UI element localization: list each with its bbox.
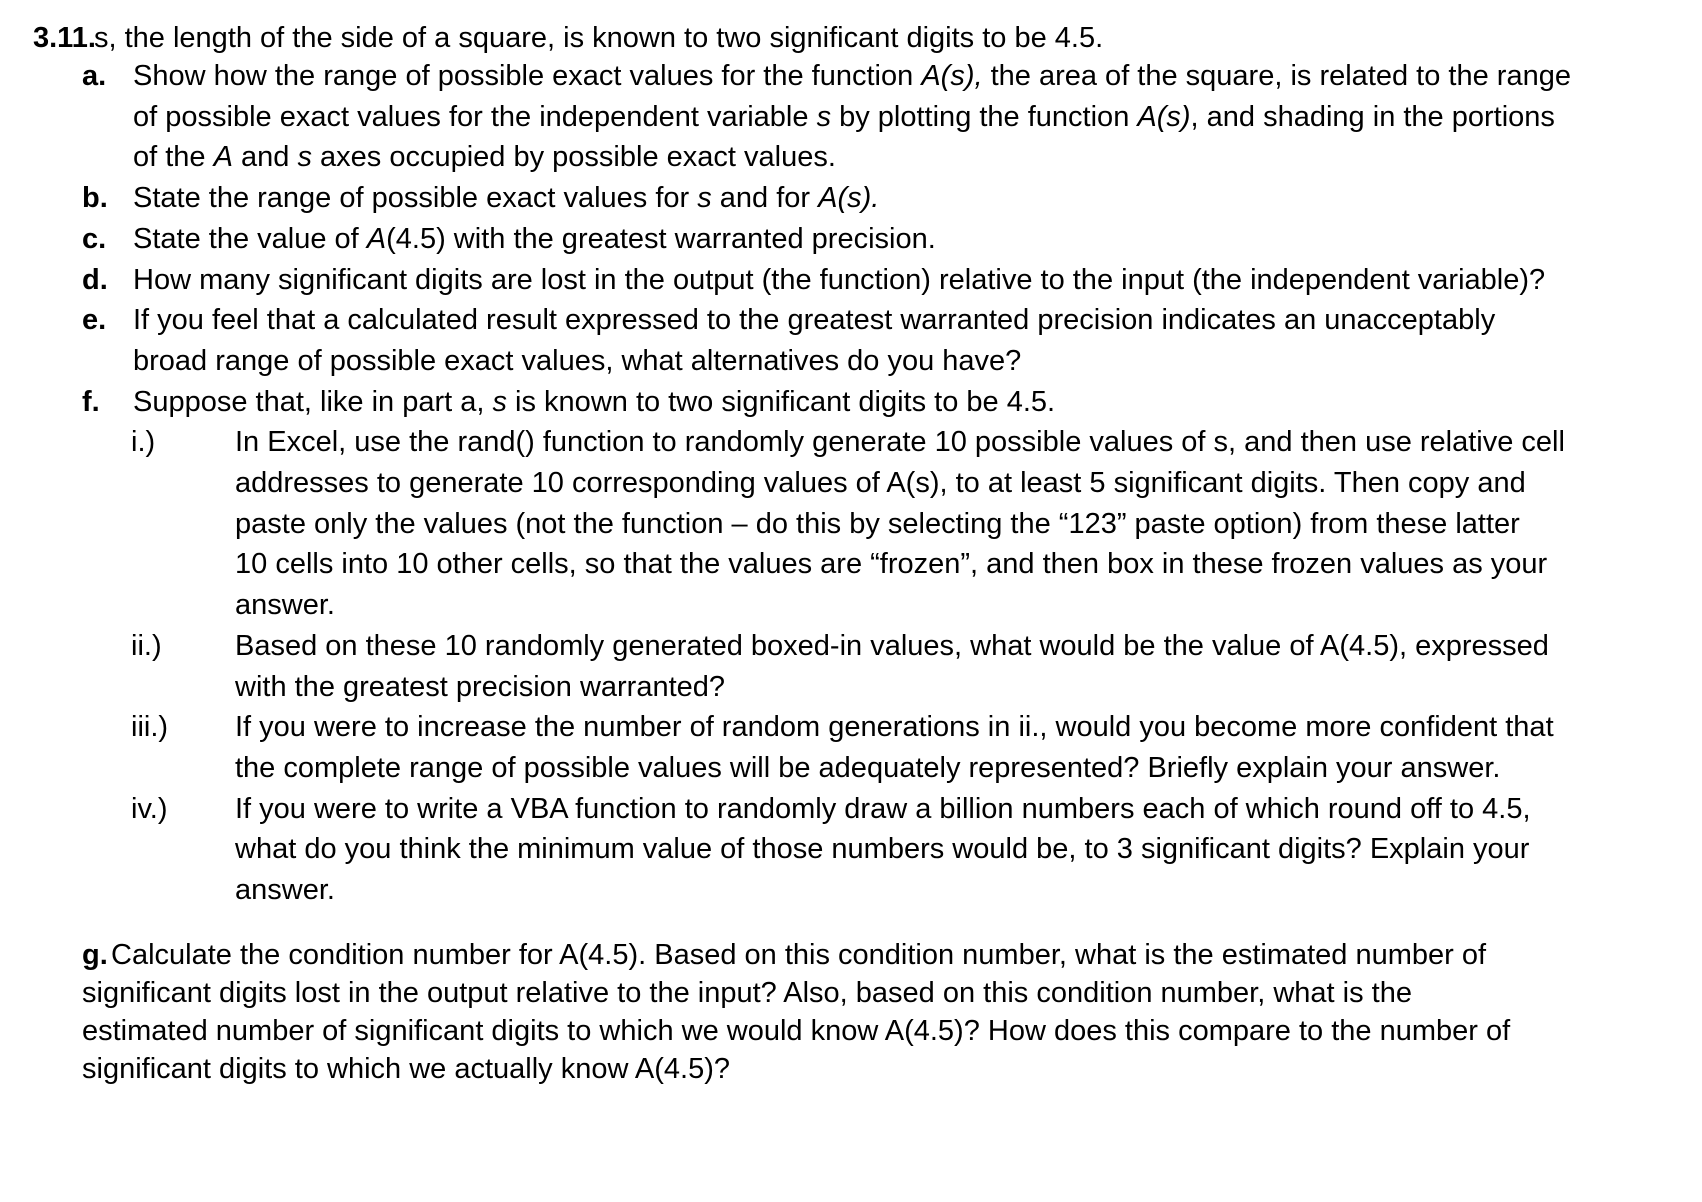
part-label: a. [82,60,107,92]
text-run: broad range of possible exact values, what alternatives do you have? [133,344,1022,377]
italic-variable: A(s) [1137,100,1191,133]
text-line [0,463,1702,503]
subpart-text: In Excel, use the rand() function to randomly generate 10 possible values of s, and then use relative cell [235,426,1565,459]
text-run: (4.5) with the greatest warranted precision. [386,222,936,255]
problem-heading [0,18,1702,58]
italic-variable: s [492,385,507,418]
subpart-text: answer. [235,874,335,906]
subpart-label: iv.) [131,792,168,825]
text-line [0,504,1702,544]
part-label: b. [82,182,108,215]
italic-variable: s [297,141,312,174]
subpart-text: paste only the values (not the function – do this by selecting the “123” paste option) from these latter [235,507,1520,540]
text-line [0,789,1702,829]
text-line [0,870,1702,910]
subpart-text: If you were to increase the number of random generations in ii., would you become more confident that [235,711,1554,744]
text-line [0,97,1702,137]
part-label: e. [82,304,107,337]
problem-number: 3.11. [33,22,96,54]
text-line [0,748,1702,788]
text-line [0,829,1702,869]
text-run: If you feel that a calculated result expressed to the greatest warranted precision indicates an unacceptably [133,304,1496,337]
subpart-text: 10 cells into 10 other cells, so that the values are “frozen”, and then box in these frozen values as your [235,548,1548,581]
text-line [0,585,1702,625]
subpart-text: answer. [235,589,335,622]
italic-variable: s [697,182,712,215]
part-g-text: significant digits to which we actually know A(4.5)? [82,1053,730,1085]
text-line [0,178,1702,218]
part-label: f. [82,385,100,418]
text-run: the area of the square, is related to the range [982,60,1571,92]
part-label: d. [82,263,108,296]
text-run: axes occupied by possible exact values. [311,141,836,174]
part-g-line [0,973,1702,1013]
text-run: State the range of possible exact values for [133,182,698,215]
text-run: and for [711,182,819,215]
text-line [0,137,1702,177]
part-text [133,382,1055,422]
text-run: How many significant digits are lost in the output (the function) relative to the input (the independent variable)? [133,263,1546,296]
text-run: of the [133,141,214,174]
subpart-label: ii.) [131,629,162,662]
subpart-text: what do you think the minimum value of those numbers would be, to 3 significant digits? Explain your [235,833,1530,866]
text-line [0,422,1702,462]
text-line [0,341,1702,381]
italic-variable: s [816,100,832,133]
text-run: of possible exact values for the independent variable [133,100,817,133]
text-run: is known to two significant digits to be 4.5. [507,385,1056,418]
text-line [0,707,1702,747]
text-line [0,219,1702,259]
part-text [133,341,1021,381]
subpart-label: i.) [131,426,156,459]
text-line [0,626,1702,666]
text-line [0,300,1702,340]
part-text [133,178,879,218]
italic-variable: A [366,222,387,255]
text-line [0,382,1702,422]
part-g-line [0,1049,1702,1089]
subpart-text: If you were to write a VBA function to randomly draw a billion numbers each of which round off to 4.5, [235,792,1531,825]
text-run: Suppose that, like in part a, [133,385,493,418]
subpart-label: iii.) [131,711,169,744]
text-line [0,667,1702,707]
text-run: , and shading in the portions [1190,100,1555,133]
italic-variable: A(s), [921,60,983,92]
text-run: Show how the range of possible exact values for the function [133,60,922,92]
subpart-text: addresses to generate 10 corresponding values of A(s), to at least 5 significant digits. Then copy and [235,467,1526,499]
subpart-text: the complete range of possible values will be adequately represented? Briefly explain your answer. [235,751,1501,784]
part-text [133,260,1545,300]
part-g-line [0,935,1702,975]
part-text [133,56,1571,96]
italic-variable: A(s). [818,182,880,215]
italic-variable: A [213,141,233,174]
text-line [0,544,1702,584]
part-text [133,97,1555,137]
part-label: c. [82,222,107,255]
part-text [133,219,936,259]
part-g-line [0,1011,1702,1051]
subpart-text: with the greatest precision warranted? [235,670,726,703]
text-line [0,260,1702,300]
part-g-text: significant digits lost in the output relative to the input? Also, based on this condition number, what is the [82,977,1412,1009]
text-run: and [232,141,298,174]
text-run: by plotting the function [831,100,1138,133]
part-text [133,137,836,177]
text-line [0,56,1702,96]
part-g-text: estimated number of significant digits to which we would know A(4.5)? How does this compare to the number of [82,1015,1511,1047]
part-text [133,300,1495,340]
problem-intro: s, the length of the side of a square, is known to two significant digits to be 4.5. [94,22,1104,54]
part-g-text: Calculate the condition number for A(4.5). Based on this condition number, what is the estimated number of [111,939,1487,971]
subpart-text: Based on these 10 randomly generated boxed-in values, what would be the value of A(4.5), expressed [235,629,1549,662]
text-run: State the value of [133,222,367,255]
part-g-label: g. [82,939,108,971]
